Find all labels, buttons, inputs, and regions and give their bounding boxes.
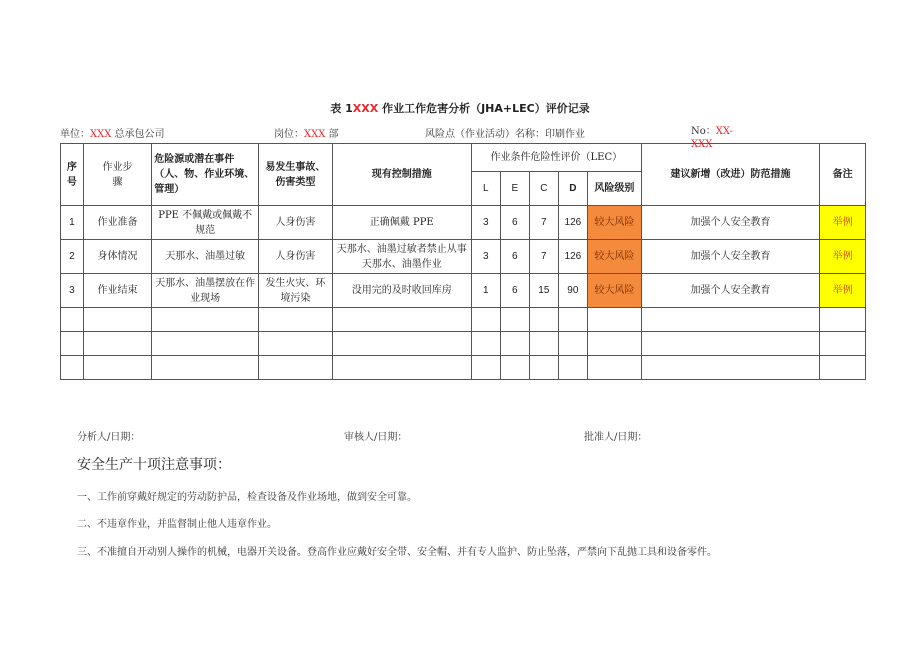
cell-control: 天那水、油墨过敏者禁止从事天那水、油墨作业 bbox=[332, 240, 471, 274]
cell-seq: 2 bbox=[61, 240, 84, 274]
notes-heading: 安全生产十项注意事项： bbox=[77, 457, 231, 473]
unit-xxx: XXX bbox=[90, 129, 112, 140]
table-row bbox=[61, 274, 866, 308]
header-level: 风险级别 bbox=[587, 172, 641, 206]
header-seq: 序号 bbox=[61, 144, 84, 206]
cell-remark: 举例 bbox=[820, 274, 866, 308]
cell-l: 3 bbox=[471, 206, 500, 240]
cell-remark: 举例 bbox=[820, 206, 866, 240]
header-e: E bbox=[500, 172, 529, 206]
empty-row bbox=[61, 356, 866, 380]
document-title bbox=[0, 100, 920, 116]
table-row bbox=[61, 240, 866, 274]
risk-point-value: 印刷作业 bbox=[545, 129, 585, 140]
analyst-signature: 分析人/日期： bbox=[77, 432, 141, 443]
header-lec-group: 作业条件危险性评价（LEC） bbox=[471, 144, 641, 172]
table-row bbox=[61, 206, 866, 240]
no-label: No： bbox=[691, 126, 716, 137]
header-control: 现有控制措施 bbox=[332, 144, 471, 206]
no-value: XX-XXX bbox=[691, 126, 734, 150]
risk-point-field bbox=[425, 125, 585, 140]
cell-suggest: 加强个人安全教育 bbox=[641, 240, 819, 274]
cell-e: 6 bbox=[500, 240, 529, 274]
reviewer-signature: 审核人/日期： bbox=[344, 432, 408, 443]
cell-remark: 举例 bbox=[820, 240, 866, 274]
header-suggest: 建议新增（改进）防范措施 bbox=[641, 144, 819, 206]
cell-e: 6 bbox=[500, 274, 529, 308]
post-value: 部 bbox=[325, 129, 339, 140]
note-item-1: 一、工作前穿戴好规定的劳动防护品，检查设备及作业场地，做到安全可靠。 bbox=[77, 492, 417, 503]
post-xxx: XXX bbox=[304, 129, 326, 140]
cell-d: 90 bbox=[558, 274, 587, 308]
note-item-3: 三、不准擅自开动别人操作的机械，电器开关设备。登高作业应戴好安全带、安全帽、并有专人监护、防止坠落，严禁向下乱抛工具和设备零件。 bbox=[77, 547, 717, 558]
header-d: D bbox=[558, 172, 587, 206]
cell-hazard: 天那水、油墨摆放在作业现场 bbox=[152, 274, 259, 308]
header-remark: 备注 bbox=[820, 144, 866, 206]
header-c: C bbox=[529, 172, 558, 206]
unit-field bbox=[60, 125, 165, 140]
cell-c: 7 bbox=[529, 240, 558, 274]
post-label: 岗位： bbox=[274, 129, 304, 140]
cell-level: 较大风险 bbox=[587, 240, 641, 274]
hazard-analysis-table bbox=[60, 143, 866, 380]
risk-point-label: 风险点（作业活动）名称： bbox=[425, 129, 545, 140]
cell-seq: 1 bbox=[61, 206, 84, 240]
title-xxx: XXX bbox=[352, 102, 379, 115]
header-l: L bbox=[471, 172, 500, 206]
cell-c: 7 bbox=[529, 206, 558, 240]
title-suffix: 作业工作危害分析（JHA+LEC）评价记录 bbox=[378, 102, 590, 115]
cell-c: 15 bbox=[529, 274, 558, 308]
title-prefix: 表 1 bbox=[330, 102, 353, 115]
cell-control: 正确佩戴 PPE bbox=[332, 206, 471, 240]
cell-step: 作业结束 bbox=[83, 274, 151, 308]
cell-e: 6 bbox=[500, 206, 529, 240]
cell-hazard: PPE 不佩戴或佩戴不规范 bbox=[152, 206, 259, 240]
header-accident: 易发生事故、伤害类型 bbox=[259, 144, 333, 206]
cell-level: 较大风险 bbox=[587, 274, 641, 308]
cell-l: 1 bbox=[471, 274, 500, 308]
cell-l: 3 bbox=[471, 240, 500, 274]
cell-seq: 3 bbox=[61, 274, 84, 308]
cell-accident: 发生火灾、环境污染 bbox=[259, 274, 333, 308]
cell-d: 126 bbox=[558, 206, 587, 240]
cell-suggest: 加强个人安全教育 bbox=[641, 206, 819, 240]
header-hazard: 危险源或潜在事件（人、物、作业环境、管理） bbox=[152, 144, 259, 206]
header-step: 作业步骤 bbox=[83, 144, 151, 206]
cell-level: 较大风险 bbox=[587, 206, 641, 240]
cell-step: 作业准备 bbox=[83, 206, 151, 240]
empty-row bbox=[61, 332, 866, 356]
unit-value: 总承包公司 bbox=[111, 129, 165, 140]
note-item-2: 二、不违章作业，并监督制止他人违章作业。 bbox=[77, 519, 277, 530]
empty-row bbox=[61, 308, 866, 332]
approver-signature: 批准人/日期： bbox=[584, 432, 648, 443]
cell-suggest: 加强个人安全教育 bbox=[641, 274, 819, 308]
cell-accident: 人身伤害 bbox=[259, 240, 333, 274]
cell-step: 身体情况 bbox=[83, 240, 151, 274]
cell-accident: 人身伤害 bbox=[259, 206, 333, 240]
cell-hazard: 天那水、油墨过敏 bbox=[152, 240, 259, 274]
cell-d: 126 bbox=[558, 240, 587, 274]
unit-label: 单位： bbox=[60, 129, 90, 140]
cell-control: 没用完的及时收回库房 bbox=[332, 274, 471, 308]
post-field bbox=[274, 125, 339, 140]
header-row bbox=[61, 144, 866, 172]
